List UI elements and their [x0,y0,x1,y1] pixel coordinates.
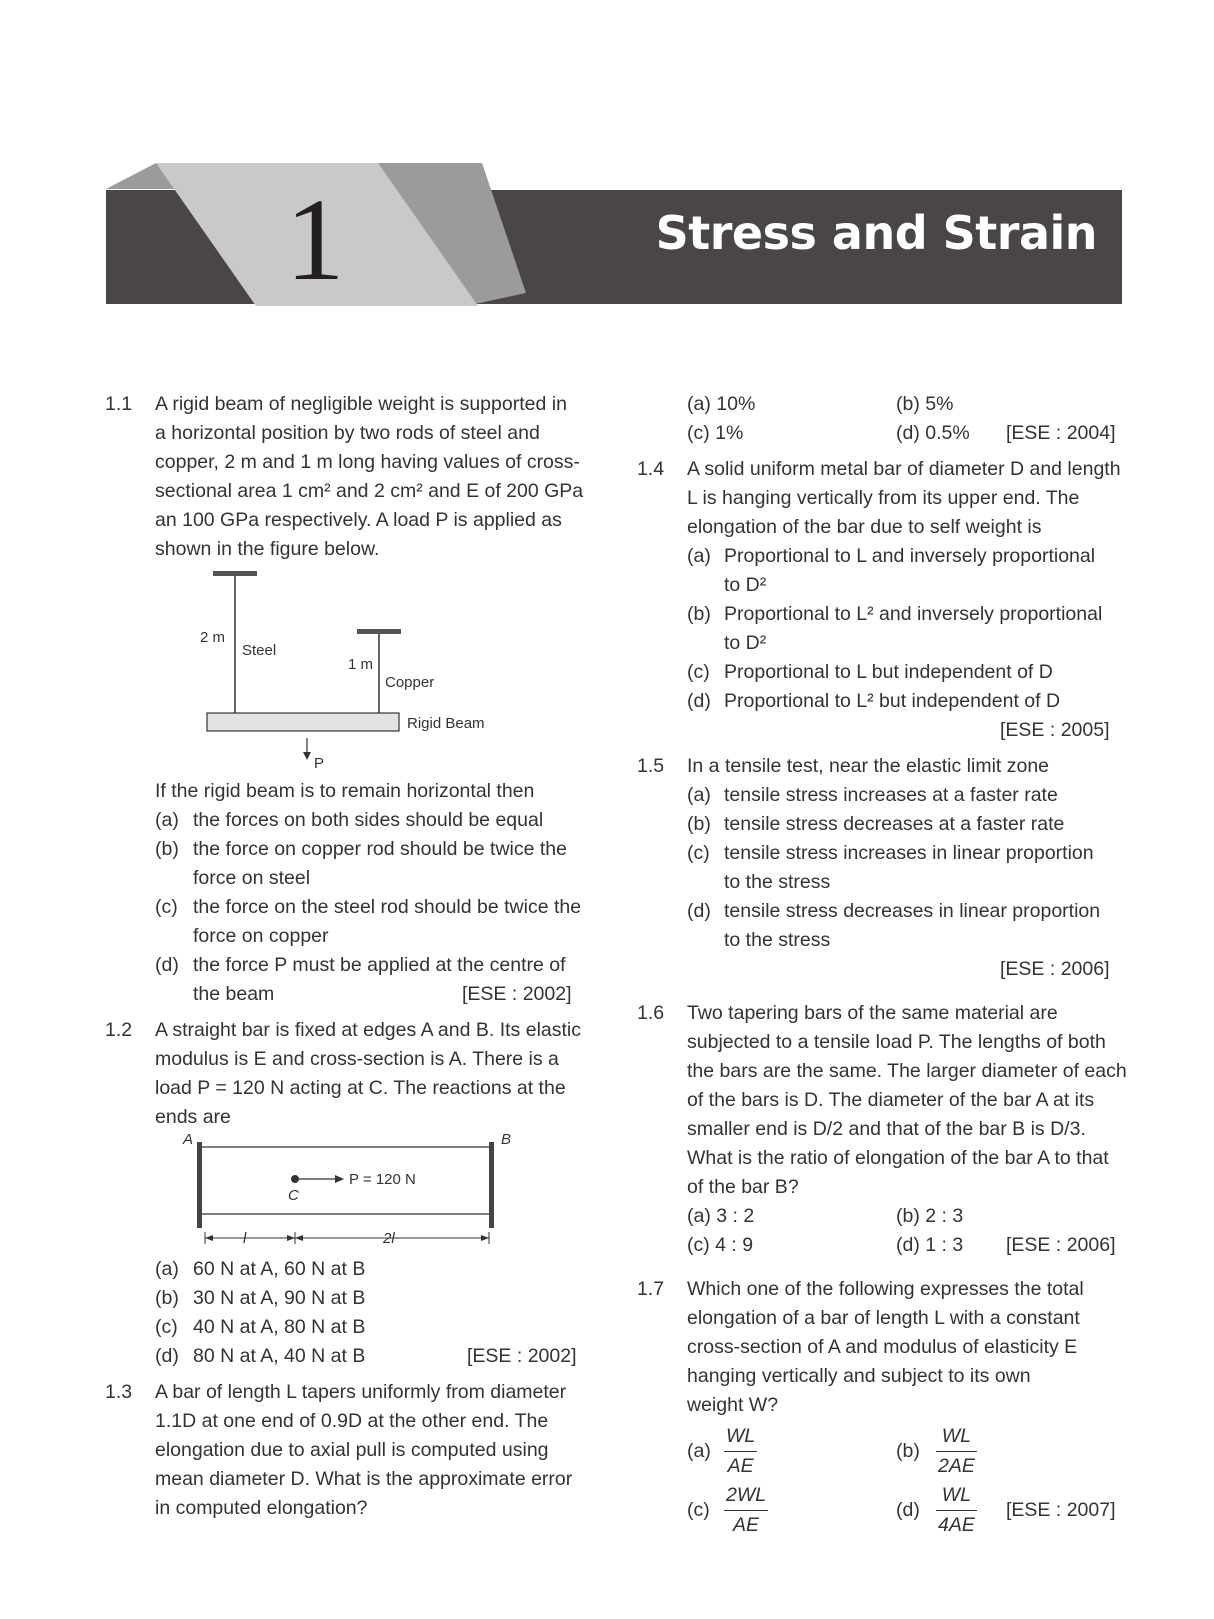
question-text-line: Two tapering bars of the same material are [687,1002,1058,1024]
exam-source: [ESE : 2006] [1006,1234,1116,1256]
option-b: (b) 2 : 3 [896,1205,964,1227]
fraction-denominator: 4AE [938,1514,975,1536]
option-key: (d) [896,1499,920,1521]
point-c-label: C [288,1187,299,1204]
fraction-denominator: AE [727,1455,754,1477]
fraction-numerator: WL [724,1422,757,1452]
end-a-label: A [183,1131,194,1148]
option-text: tensile stress increases in linear proportion [724,842,1094,864]
length-l-label: l [243,1230,247,1247]
exam-source: [ESE : 2005] [1000,719,1110,741]
question-text-line: elongation due to axial pull is computed using [155,1439,549,1461]
option-text: force on copper [193,925,329,947]
question-text-line: elongation of a bar of length L with a constant [687,1307,1080,1329]
exam-source: [ESE : 2004] [1006,422,1116,444]
question-text-line: an 100 GPa respectively. A load P is applied as [155,509,562,531]
option-text: Proportional to L but independent of D [724,661,1053,683]
option-b: (b) 5% [896,393,954,415]
exam-source: [ESE : 2002] [462,983,572,1005]
question-text-line: modulus is E and cross-section is A. There is a [155,1048,559,1070]
option-text: to D² [724,574,767,596]
option-key: (b) [687,813,711,835]
option-c: (c) 1% [687,422,744,444]
option-text: 40 N at A, 80 N at B [193,1316,366,1338]
question-text-line: ends are [155,1106,231,1128]
question-text-line: load P = 120 N acting at C. The reactions at the [155,1077,566,1099]
option-text: 60 N at A, 60 N at B [193,1258,366,1280]
exam-source: [ESE : 2006] [1000,958,1110,980]
question-stem: In a tensile test, near the elastic limit zone [687,755,1050,777]
question-text-line: A bar of length L tapers uniformly from diameter [155,1381,567,1403]
fraction-numerator: 2WL [724,1481,768,1511]
question-number: 1.7 [637,1278,665,1300]
question-text-line: L is hanging vertically from its upper end. The [687,487,1080,509]
option-text: Proportional to L² but independent of D [724,690,1061,712]
option-key: (c) [687,1499,710,1521]
fraction-c [724,1481,768,1540]
exam-source: [ESE : 2007] [1006,1499,1116,1521]
option-text: Proportional to L and inversely proportional [724,545,1096,567]
question-text-line: sectional area 1 cm² and 2 cm² and E of 200 GPa [155,480,584,502]
question-text-line: A straight bar is fixed at edges A and B. Its elastic [155,1019,581,1041]
option-text: Proportional to L² and inversely proportional [724,603,1103,625]
question-number: 1.2 [105,1019,133,1041]
option-d: (d) 0.5% [896,422,970,444]
steel-label: Steel [242,642,277,659]
question-text-line: copper, 2 m and 1 m long having values of cross- [155,451,580,473]
fraction-d [936,1481,977,1540]
fraction-b [936,1422,977,1481]
option-text: the forces on both sides should be equal [193,809,544,831]
question-text-line: smaller end is D/2 and that of the bar B is D/3. [687,1118,1086,1140]
question-text-line: the bars are the same. The larger diameter of each [687,1060,1127,1082]
question-text-line: of the bars is D. The diameter of the bar A at its [687,1089,1095,1111]
rigid-beam-figure [195,565,515,770]
question-number: 1.5 [637,755,665,777]
question-text-line: weight W? [687,1394,779,1416]
option-d: (d) 1 : 3 [896,1234,964,1256]
option-key: (a) [155,1258,179,1280]
question-text-line: a horizontal position by two rods of steel and [155,422,540,444]
copper-label: Copper [385,674,435,691]
option-key: (d) [155,1345,179,1367]
option-key: (d) [687,900,711,922]
option-key: (a) [687,784,711,806]
option-key: (a) [687,545,711,567]
option-text: the force P must be applied at the centre of [193,954,566,976]
option-key: (c) [155,896,178,918]
option-a: (a) 10% [687,393,756,415]
option-key: (c) [687,842,710,864]
question-text-line: in computed elongation? [155,1497,368,1519]
option-text: to the stress [724,929,831,951]
fraction-denominator: AE [733,1514,760,1536]
option-key: (a) [687,1440,711,1462]
option-key: (b) [687,603,711,625]
option-text: the force on the steel rod should be twice the [193,896,582,918]
question-text-line: What is the ratio of elongation of the bar A to that [687,1147,1109,1169]
option-text: the beam [193,983,275,1005]
option-text: tensile stress decreases at a faster rate [724,813,1065,835]
question-text-line: hanging vertically and subject to its own [687,1365,1031,1387]
fraction-numerator: WL [936,1422,977,1452]
rigid-beam-label: Rigid Beam [407,715,485,732]
option-text: to D² [724,632,767,654]
steel-length-label: 2 m [200,629,226,646]
option-text: 80 N at A, 40 N at B [193,1345,366,1367]
load-label: P = 120 N [349,1171,416,1188]
option-c: (c) 4 : 9 [687,1234,754,1256]
question-number: 1.6 [637,1002,665,1024]
option-text: tensile stress increases at a faster rate [724,784,1058,806]
option-key: (b) [155,838,179,860]
question-stem: If the rigid beam is to remain horizontal then [155,780,535,802]
option-key: (c) [155,1316,178,1338]
option-text: to the stress [724,871,831,893]
question-text-line: Which one of the following expresses the total [687,1278,1084,1300]
question-text-line: A solid uniform metal bar of diameter D and length [687,458,1121,480]
chapter-number: 1 [285,174,345,305]
question-text-line: 1.1D at one end of 0.9D at the other end. The [155,1410,549,1432]
fraction-a [724,1422,757,1481]
copper-length-label: 1 m [348,656,374,673]
question-text-line: mean diameter D. What is the approximate error [155,1468,573,1490]
fraction-denominator: 2AE [938,1455,975,1477]
option-key: (d) [155,954,179,976]
question-text-line: cross-section of A and modulus of elasticity E [687,1336,1078,1358]
question-text-line: of the bar B? [687,1176,799,1198]
question-number: 1.3 [105,1381,133,1403]
chapter-title: Stress and Strain [655,206,1097,260]
question-text-line: A rigid beam of negligible weight is supported in [155,393,567,415]
option-key: (b) [155,1287,179,1309]
load-p-label: P [314,755,325,770]
question-number: 1.1 [105,393,133,415]
option-text: the force on copper rod should be twice the [193,838,567,860]
question-text-line: elongation of the bar due to self weight is [687,516,1042,538]
question-text-line: subjected to a tensile load P. The lengths of both [687,1031,1106,1053]
end-b-label: B [501,1131,512,1148]
option-text: 30 N at A, 90 N at B [193,1287,366,1309]
option-key: (d) [687,690,711,712]
length-2l-label: 2l [383,1230,395,1247]
option-a: (a) 3 : 2 [687,1205,755,1227]
option-key: (b) [896,1440,920,1462]
exam-source: [ESE : 2002] [467,1345,577,1367]
option-key: (c) [687,661,710,683]
question-text-line: shown in the figure below. [155,538,380,560]
option-text: force on steel [193,867,311,889]
option-key: (a) [155,809,179,831]
fixed-bar-figure [175,1130,525,1255]
option-text: tensile stress decreases in linear proportion [724,900,1101,922]
fraction-numerator: WL [936,1481,977,1511]
question-number: 1.4 [637,458,665,480]
